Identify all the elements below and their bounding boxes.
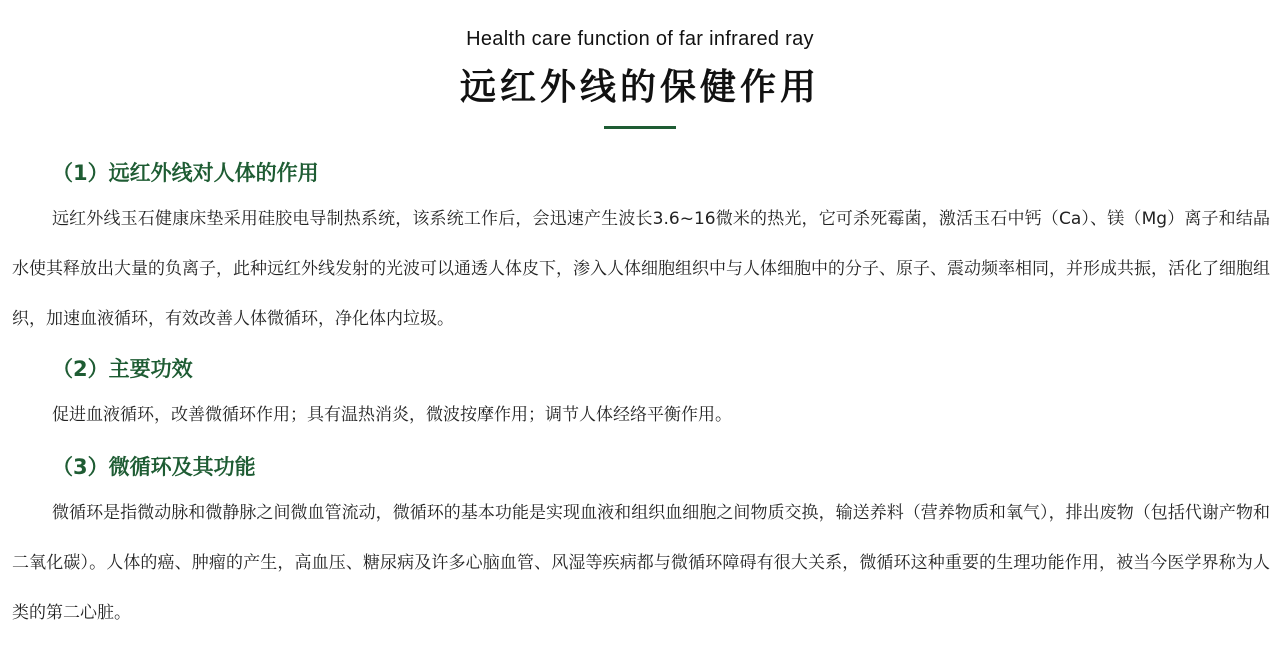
section-heading-microcirculation: （3）微循环及其功能 <box>52 455 256 479</box>
section-paragraph-microcirculation: 微循环是指微动脉和微静脉之间微血管流动，微循环的基本功能是实现血液和组织血细胞之间物质交换，输送养料（营养物质和氧气），排出废物（包括代谢产物和二氧化碳）。人体的癌、肿瘤的产生，高血压、糖尿病及许多心脑血管、风湿等疾病都与微循环障碍有很大关系，微循环这种重要的生理功能作用，被当今医学界称为人类的第二心脏。 <box>12 503 1270 623</box>
section-heading-main-effects: （2）主要功效 <box>52 357 193 381</box>
page-header <box>0 26 1280 129</box>
page-subtitle: Health care function of far infrared ray <box>466 28 814 50</box>
section-heading-effect-on-body: （1）远红外线对人体的作用 <box>52 161 319 185</box>
section-paragraph-main-effects: 促进血液循环，改善微循环作用；具有温热消炎，微波按摩作用；调节人体经络平衡作用。 <box>52 405 732 425</box>
page-title: 远红外线的保健作用 <box>459 67 820 108</box>
article-body <box>12 152 1270 638</box>
title-underline <box>604 126 676 129</box>
section-paragraph-effect-on-body: 远红外线玉石健康床垫采用硅胶电导制热系统，该系统工作后，会迅速产生波长3.6~16微米的热光，它可杀死霉菌，激活玉石中钙（Ca）、镁（Mg）离子和结晶水使其释放出大量的负离子，此种远红外线发射的光波可以通透人体皮下，渗入人体细胞组织中与人体细胞中的分子、原子、震动频率相同，并形成共振，活化了细胞组织，加速血液循环，有效改善人体微循环，净化体内垃圾。 <box>12 209 1270 329</box>
